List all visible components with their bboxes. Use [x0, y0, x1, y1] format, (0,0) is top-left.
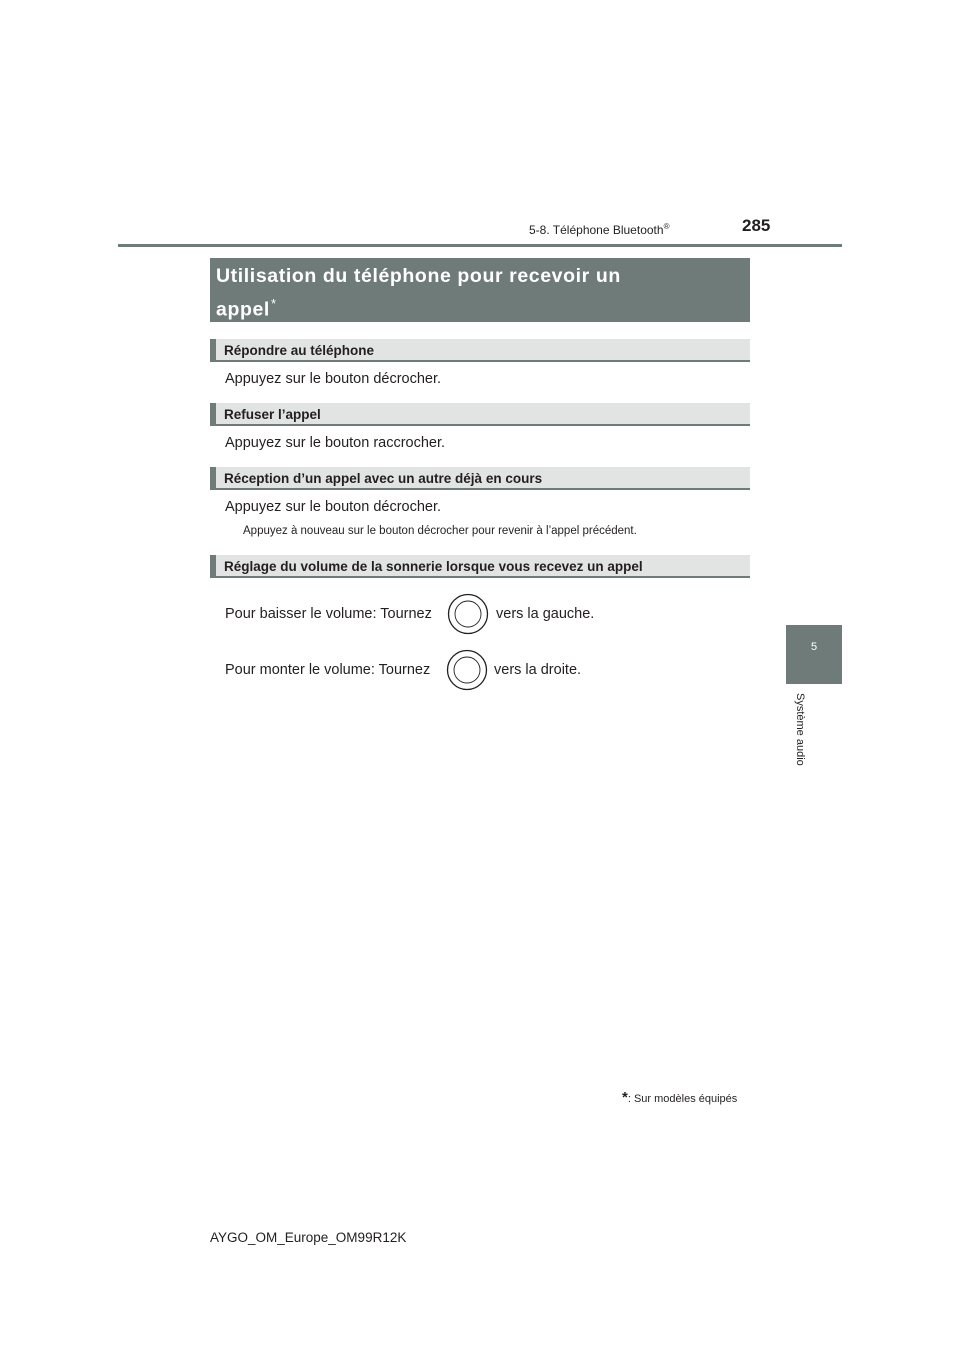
equipment-marker: *	[270, 296, 277, 311]
heading-bar	[210, 339, 216, 360]
volume-down-text-before: Pour baisser le volume: Tournez	[225, 606, 432, 622]
page-title-line1: Utilisation du téléphone pour recevoir un	[216, 265, 621, 287]
footnote	[622, 1089, 737, 1106]
section-heading-ringtone-volume	[210, 555, 750, 578]
section-text-call-waiting: Appuyez sur le bouton décrocher.	[225, 499, 442, 515]
chapter-number: 5	[810, 641, 818, 653]
chapter-tab	[786, 625, 842, 684]
document-code: AYGO_OM_Europe_OM99R12K	[210, 1230, 407, 1245]
section-heading-text: Répondre au téléphone	[224, 343, 375, 358]
volume-knob-icon	[446, 649, 488, 691]
section-heading-refuse	[210, 403, 750, 426]
section-heading-answer	[210, 339, 750, 362]
volume-down-text-after: vers la gauche.	[496, 606, 595, 622]
heading-bar	[210, 467, 216, 488]
volume-up-text-before: Pour monter le volume: Tournez	[225, 662, 431, 678]
registered-mark: ®	[663, 222, 670, 231]
section-note-call-waiting: Appuyez à nouveau sur le bouton décrocher pour revenir à l’appel précédent.	[243, 525, 637, 537]
section-text-refuse: Appuyez sur le bouton raccrocher.	[225, 435, 446, 451]
volume-up-text-after: vers la droite.	[494, 662, 582, 678]
page-title	[210, 258, 750, 322]
page-number: 285	[742, 216, 771, 235]
section-heading-text: Refuser l’appel	[224, 407, 321, 422]
section-heading-call-waiting	[210, 467, 750, 490]
section-heading-text: Réglage du volume de la sonnerie lorsque vous recevez un appel	[224, 559, 643, 574]
section-title: 5-8. Téléphone Bluetooth	[529, 223, 664, 237]
page-title-line2: appel	[216, 298, 270, 321]
heading-bar	[210, 555, 216, 576]
footnote-marker: *	[622, 1089, 628, 1106]
volume-knob-icon	[447, 593, 489, 635]
section-text-answer: Appuyez sur le bouton décrocher.	[225, 371, 442, 387]
footnote-text: : Sur modèles équipés	[627, 1093, 738, 1105]
section-heading-text: Réception d’un appel avec un autre déjà en cours	[224, 471, 543, 486]
heading-bar	[210, 403, 216, 424]
chapter-label: Système audio	[794, 693, 806, 766]
header-rule	[118, 244, 842, 247]
running-header-section	[529, 222, 669, 237]
